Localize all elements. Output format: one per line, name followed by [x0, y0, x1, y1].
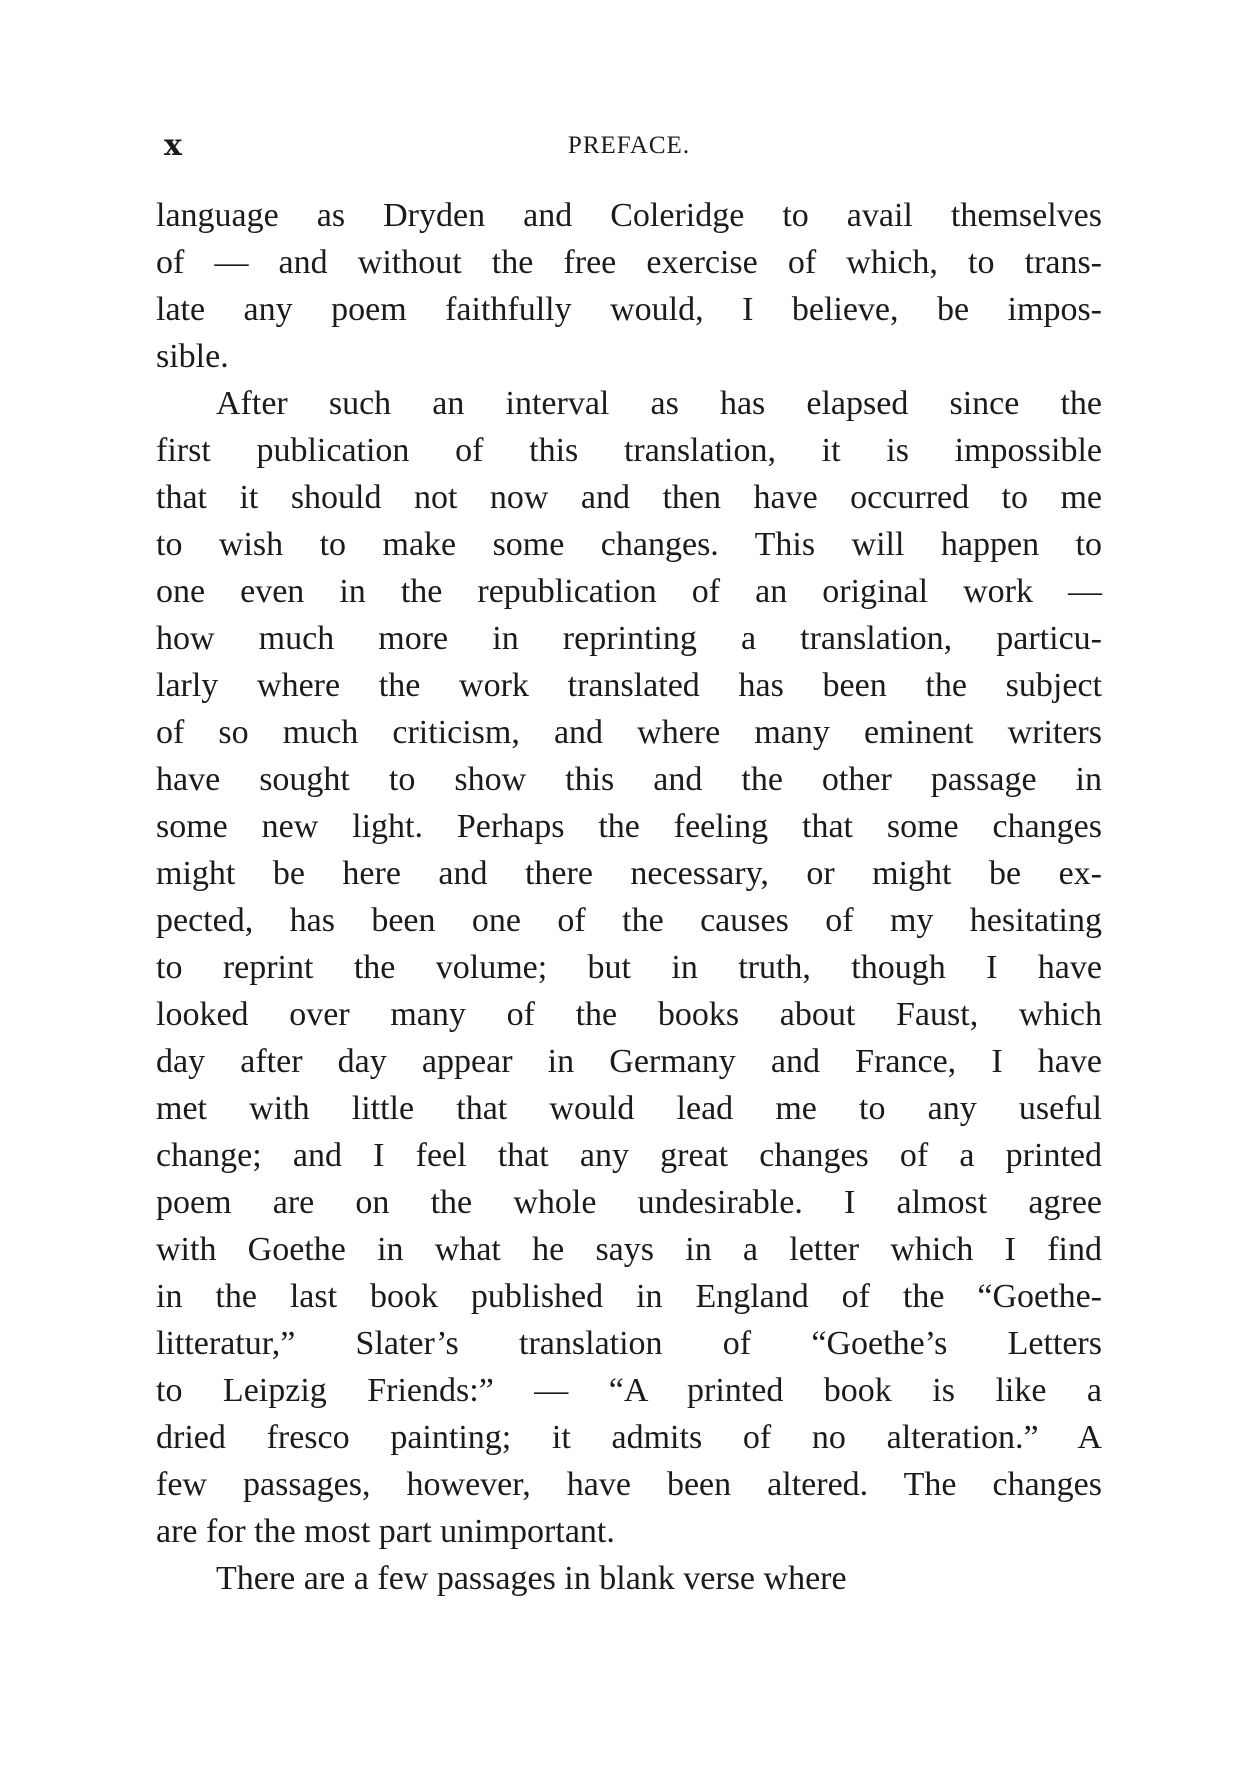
text-line: some new light. Perhaps the feeling that some changes — [156, 808, 1102, 845]
text-line: litteratur,” Slater’s translation of “Goethe’s Letters — [156, 1325, 1102, 1362]
text-line: in the last book published in England of the “Goethe- — [156, 1278, 1102, 1315]
text-line: poem are on the whole undesirable. I almost agree — [156, 1184, 1102, 1221]
text-line: pected, has been one of the causes of my hesitating — [156, 902, 1102, 939]
text-line: with Goethe in what he says in a letter which I find — [156, 1231, 1102, 1268]
text-line: late any poem faithfully would, I believe, be impos- — [156, 291, 1102, 328]
text-line: day after day appear in Germany and France, I have — [156, 1043, 1102, 1080]
text-line: how much more in reprinting a translation, particu- — [156, 620, 1102, 657]
text-line: met with little that would lead me to any useful — [156, 1090, 1102, 1127]
text-line: change; and I feel that any great changes of a printed — [156, 1137, 1102, 1174]
paragraph — [156, 192, 1102, 380]
text-line: of — and without the free exercise of which, to trans- — [156, 244, 1102, 281]
text-line: few passages, however, have been altered. The changes — [156, 1466, 1102, 1503]
paragraph — [156, 1555, 1102, 1602]
text-line: might be here and there necessary, or might be ex- — [156, 855, 1102, 892]
text-line: There are a few passages in blank verse where — [216, 1560, 847, 1597]
page-header — [160, 128, 1098, 164]
text-line: language as Dryden and Coleridge to avail themselves — [156, 197, 1102, 234]
text-line: first publication of this translation, it is impossible — [156, 432, 1102, 469]
text-line: have sought to show this and the other passage in — [156, 761, 1102, 798]
text-line: to Leipzig Friends:” — “A printed book is like a — [156, 1372, 1102, 1409]
text-line: are for the most part unimportant. — [156, 1513, 615, 1550]
paragraph — [156, 380, 1102, 1555]
body-text — [156, 192, 1102, 1602]
running-head: PREFACE. — [567, 132, 691, 159]
text-line: dried fresco painting; it admits of no alteration.” A — [156, 1419, 1102, 1456]
text-line: larly where the work translated has been the subject — [156, 667, 1102, 704]
text-line: After such an interval as has elapsed since the — [216, 385, 1102, 422]
text-line: looked over many of the books about Faust, which — [156, 996, 1102, 1033]
text-line: of so much criticism, and where many eminent writers — [156, 714, 1102, 751]
page-number: x — [164, 128, 183, 163]
text-line: to wish to make some changes. This will happen to — [156, 526, 1102, 563]
text-line: to reprint the volume; but in truth, though I have — [156, 949, 1102, 986]
text-line: sible. — [156, 338, 229, 375]
text-line: one even in the republication of an original work — — [156, 573, 1102, 610]
text-line: that it should not now and then have occurred to me — [156, 479, 1102, 516]
